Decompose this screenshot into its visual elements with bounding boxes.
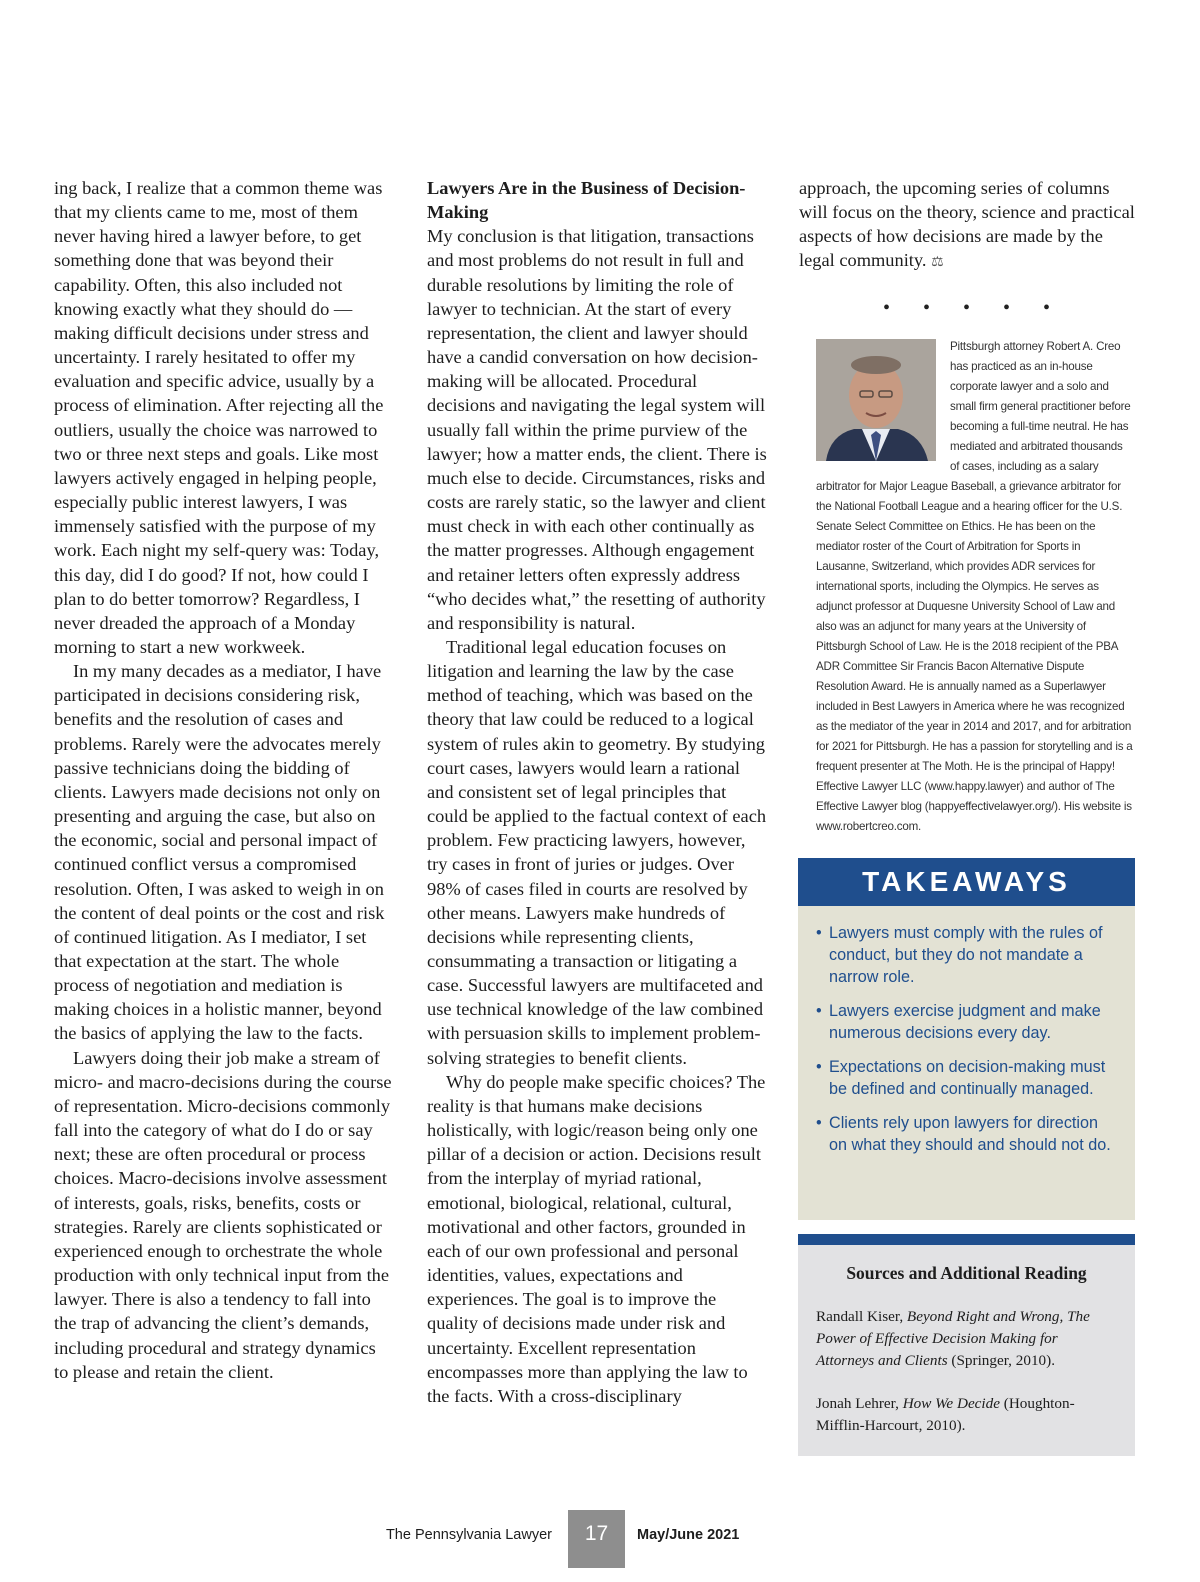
page-number: 17 (568, 1510, 625, 1568)
scales-end-mark-icon: ⚖ (931, 255, 944, 271)
source-title: Beyond Right and Wrong, The Power of Effective Decision Making for Attorneys and Clients (816, 1308, 1090, 1369)
author-photo (816, 339, 936, 461)
article-column-2 (427, 176, 770, 1408)
source-entry (798, 1393, 1135, 1437)
publication-name: The Pennsylvania Lawyer (385, 1527, 552, 1543)
sources-title: Sources and Additional Reading (846, 1263, 1087, 1283)
takeaway-item: • Lawyers exercise judgment and make numerous decisions every day. (816, 1000, 1117, 1044)
paragraph: Traditional legal education focuses on litigation and learning the law by the case method of teaching, which was based on the theory that law could be reduced to a logical system of rules akin to geometry. By studying court cases, lawyers would learn a rational and consistent set of legal principles that could be applied to the factual context of each problem. Few practicing lawyers, however, try cases in front of juries or judges. Over 98% of cases filed in courts are resolved by other means. Lawyers make hundreds of decisions while representing clients, consummating a transaction or litigating a case. Successful lawyers are multifaceted and use technical knowledge of the law combined with persuasion skills to implement problem-solving strategies to benefit clients. (427, 636, 767, 1068)
paragraph (799, 176, 1139, 276)
takeaways-box (798, 858, 1135, 1220)
source-entry (798, 1306, 1135, 1372)
paragraph: Why do people make specific choices? The reality is that humans make decisions holistically, with logic/reason being only one pillar of a decision or action. Decisions result from the interplay of myriad rational, emotional, biological, relational, cultural, motivational and other factors, grounded in each of our own professional and personal identities, values, expectations and experiences. The goal is to improve the quality of decisions made under risk and uncertainty. Excellent representation encompasses more than applying the law to the facts. With a cross-disciplinary (427, 1071, 766, 1406)
paragraph: Lawyers doing their job make a stream of micro- and macro-decisions during the course of representation. Micro-decisions commonly fall into the category of what do I do or say next; these are often procedural or process choices. Macro-decisions involve assessment of interests, goals, risks, benefits, costs or strategies. Rarely are clients sophisticated or experienced enough to orchestrate the whole production with only technical input from the lawyer. There is also a tendency to fall into the trap of advancing the client’s demands, including procedural and strategy dynamics to please and retain the client. (54, 1047, 392, 1382)
source-publisher: (Houghton-Mifflin-Harcourt, 2010). (816, 1395, 1075, 1434)
page-footer (0, 1510, 1200, 1568)
article-column-1 (54, 176, 394, 1384)
article-column-3 (799, 176, 1139, 320)
source-author: Randall Kiser, (816, 1308, 907, 1325)
source-publisher: (Springer, 2010). (947, 1352, 1055, 1369)
sources-box (798, 1234, 1135, 1456)
closing-text: approach, the upcoming series of columns will focus on the theory, science and practical aspects of how decisions are made by the legal community. (799, 178, 1135, 271)
section-heading: Lawyers Are in the Business of Decision-Making (427, 178, 746, 223)
paragraph: ing back, I realize that a common theme was that my clients came to me, most of them never having hired a lawyer before, to get something done that was beyond their capability. Often, this also included not knowing exactly what they should do — making difficult decisions under stress and uncertainty. I rarely hesitated to offer my evaluation and specific advice, usually by a process of elimination. After rejecting all the outliers, usually the choice was narrowed to two or three next steps and goals. Like most lawyers actively engaged in helping people, especially public interest lawyers, I was immensely satisfied with the purpose of my work. Each night my self-query was: Today, this day, did I do good? If not, how could I plan to do better tomorrow? Regardless, I never dreaded the approach of a Monday morning to start a new workweek. (54, 178, 384, 657)
source-title: How We Decide (902, 1395, 1000, 1412)
issue-date: May/June 2021 (637, 1527, 740, 1543)
takeaway-item: • Clients rely upon lawyers for direction on what they should and should not do. (816, 1112, 1117, 1156)
section-separator: • • • • • (883, 296, 1051, 319)
takeaways-list (798, 922, 1135, 1156)
paragraph: In my many decades as a mediator, I have participated in decisions considering risk, benefits and the resolution of cases and problems. Rarely were the advocates merely passive technicians doing the bidding of clients. Lawyers made decisions not only on presenting and arguing the case, but also on the economic, social and personal impact of continued conflict versus a compromised resolution. Often, I was asked to weigh in on the content of deal points or the cost and risk of continued litigation. As I mediator, I set that expectation at the start. The whole process of negotiation and mediation is making choices in a holistic manner, beyond the basics of applying the law to the facts. (54, 661, 385, 1044)
paragraph: My conclusion is that litigation, transactions and most problems do not result in full and durable resolutions by limiting the role of lawyer to technician. At the start of every representation, the client and lawyer should have a candid conversation on how decision-making will be allocated. Procedural decisions and navigating the legal system will usually fall within the prime purview of the lawyer; how a matter ends, the client. There is much else to decide. Circumstances, risks and costs are rarely static, so the lawyer and client must check in with each other continually as the matter progresses. Although engagement and retainer letters often expressly address “who decides what,” the resetting of authority and responsibility is natural. (427, 226, 767, 633)
bio-text: Pittsburgh attorney Robert A. Creo has practiced as an in-house corporate lawyer and a solo and small firm general practitioner before becoming a full-time neutral. He has mediated and arbitrated thousands of cases, including as a salary arbitrator for Major League Baseball, a grievance arbitrator for the National Football League and a hearing officer for the U.S. Senate Select Committee on Ethics. He has been on the mediator roster of the Court of Arbitration for Sports in Lausanne, Switzerland, which provides ADR services for international sports, including the Olympics. He serves as adjunct professor at Duquesne University School of Law and also was an adjunct for many years at the University of Pittsburgh School of Law. He is the 2018 recipient of the PBA ADR Committee Sir Francis Bacon Alternative Dispute Resolution Award. He is annually named as a Superlawyer included in Best Lawyers in America where he was recognized as the mediator of the year in 2014 and 2017, and for arbitration for 2021 for Pittsburgh. He has a passion for storytelling and is a frequent presenter at The Moth. He is the principal of Happy! Effective Lawyer LLC (www.happy.lawyer) and author of The Effective Lawyer blog (happyeffectivelawyer.org/). His website is www.robertcreo.com. (816, 340, 1133, 833)
author-bio (816, 337, 1134, 837)
takeaways-title: TAKEAWAYS (798, 858, 1135, 906)
sources-top-bar (798, 1234, 1135, 1245)
takeaway-item: • Expectations on decision-making must be defined and continually managed. (816, 1056, 1117, 1100)
source-author: Jonah Lehrer, (816, 1395, 903, 1412)
takeaway-item: • Lawyers must comply with the rules of conduct, but they do not mandate a narrow role. (816, 922, 1117, 988)
